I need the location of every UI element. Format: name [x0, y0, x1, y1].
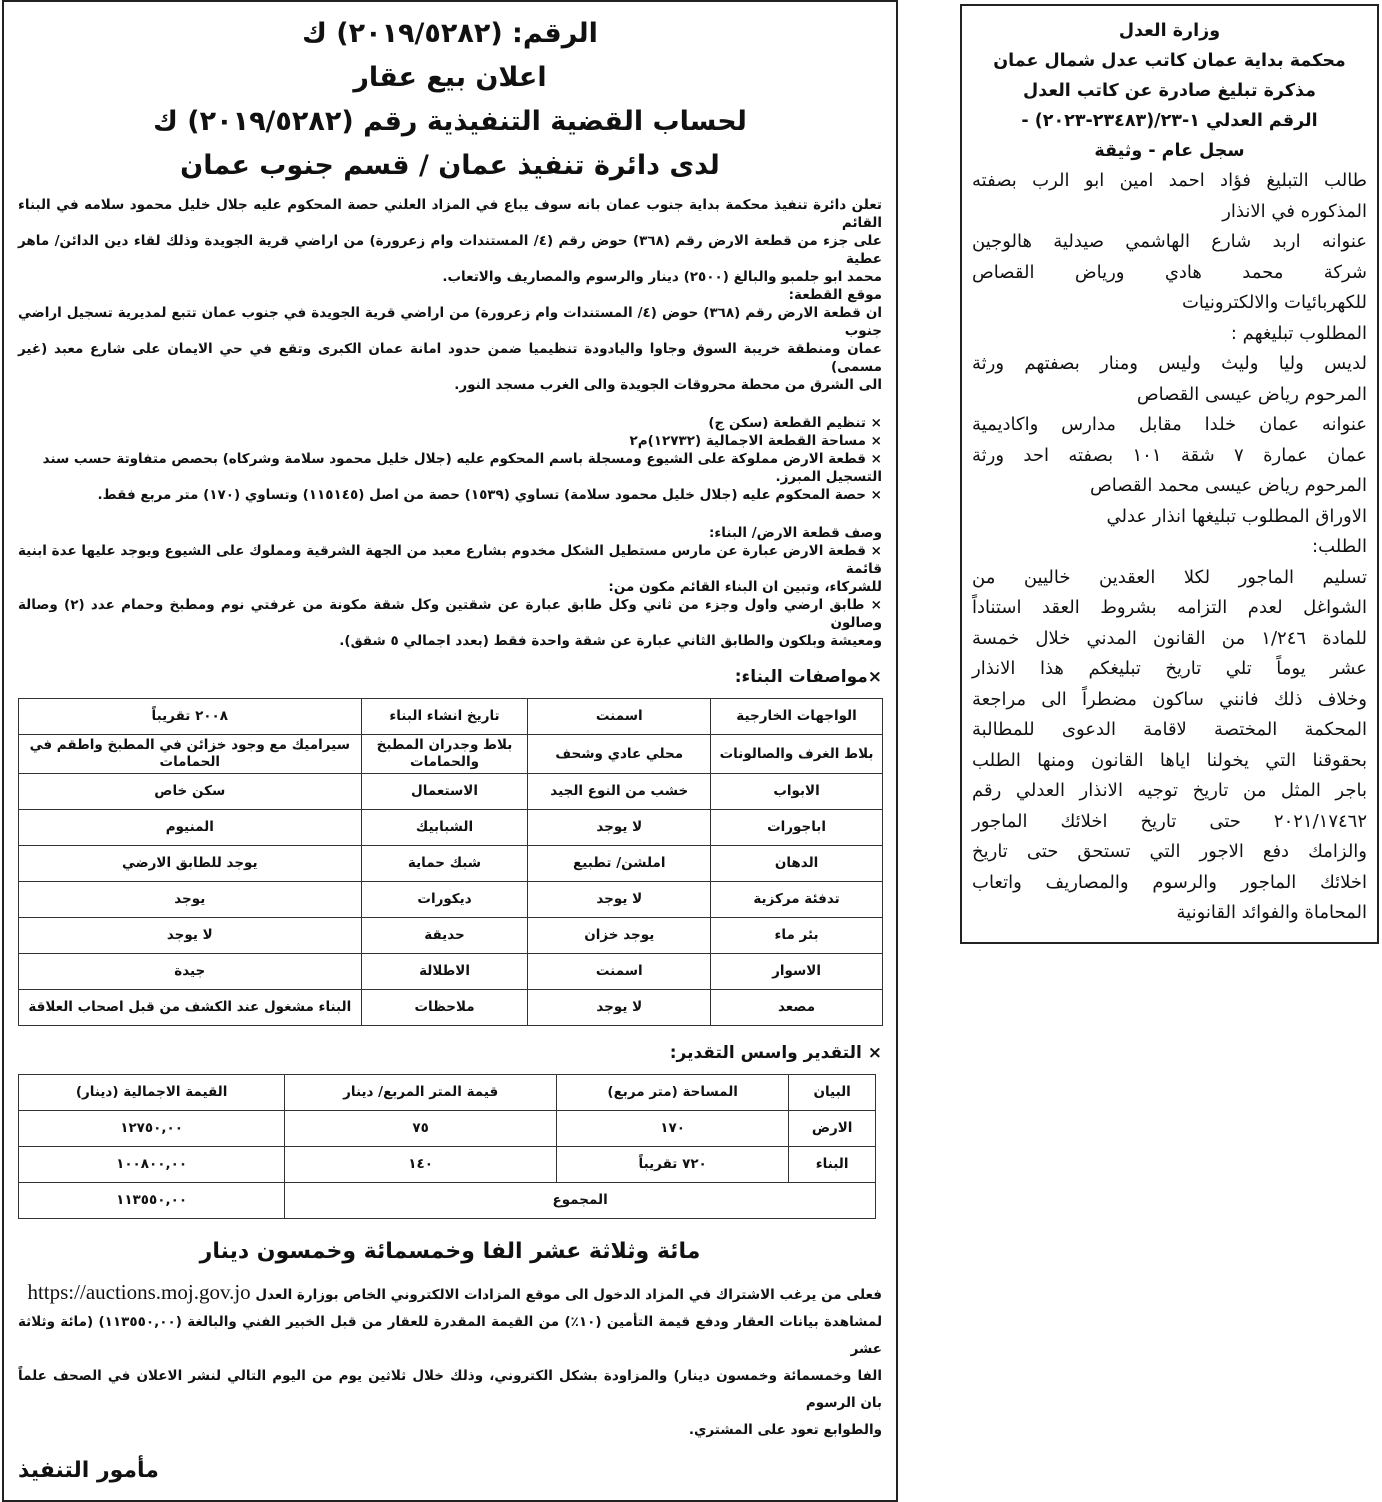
- table-cell: اسمنت: [528, 699, 711, 735]
- valuation-table: [18, 1074, 876, 1219]
- table-row: [19, 882, 883, 918]
- valuation-heading: × التقدير واسس التقدير:: [669, 1043, 882, 1063]
- text-line: للشركاء، وتبين ان البناء القائم مكون من:: [608, 579, 882, 595]
- table-cell: يوجد للطابق الارضي: [19, 846, 362, 882]
- notification-line: المحاماة والفوائد القانونية: [1176, 902, 1367, 923]
- notification-line: ٢٠٢١/١٧٤٦٢ حتى تاريخ اخلائك الماجور: [972, 810, 1367, 832]
- table-row: [19, 918, 883, 954]
- table-cell: حديقة: [361, 918, 528, 954]
- notification-line: الشواغل لعدم التزامه بشروط العقد استناداً: [972, 597, 1367, 618]
- table-cell: ٧٥: [285, 1111, 557, 1147]
- table-cell: لا يوجد: [528, 990, 711, 1026]
- text-line: عمان ومنطقة خريبة السوق وجاوا واليادودة تنظيميا ضمن حدود امانة عمان الكبرى وتقع في حي الايمان على شارع معبد (غير مسمى): [18, 341, 882, 375]
- table-cell: ١٠٠٨٠٠,٠٠: [19, 1147, 285, 1183]
- table-cell: جيدة: [19, 954, 362, 990]
- table-cell: البناء: [789, 1147, 876, 1183]
- table-cell: لا يوجد: [19, 918, 362, 954]
- notification-line: للكهربائيات والالكترونيات: [1181, 292, 1367, 313]
- text-line: × تنظيم القطعة (سكن ج): [708, 415, 882, 431]
- text-line: × حصة المحكوم عليه (جلال خليل محمود سلامة) تساوي (١٥٣٩) حصة من اصل (١١٥١٤٥) وتساوي (١٧٠) متر مربع فقط.: [97, 487, 882, 503]
- table-cell: تدفئة مركزية: [711, 882, 883, 918]
- total-in-words: مائة وثلاثة عشر الفا وخمسمائة وخمسون دينار: [199, 1239, 701, 1264]
- closing-line: الفا وخمسمائة وخمسون دينار) والمزاودة بشكل الكتروني، وذلك خلال ثلاثين يوم من اليوم التالي لنشر الاعلان في الصحف علماً بان الرسوم: [18, 1368, 882, 1411]
- notification-line: تسليم الماجور لكلا العقدين خاليين من: [972, 566, 1367, 588]
- text-line: ومعيشة وبلكون والطابق الثاني عبارة عن شقة واحدة فقط (بعدد اجمالي ٥ شقق).: [339, 633, 882, 649]
- text-line: موقع القطعة:: [788, 287, 882, 303]
- table-cell: لا يوجد: [528, 882, 711, 918]
- text-line: على جزء من قطعة الارض رقم (٣٦٨) حوض رقم (٤/ المستندات وام زعرورة) من اراضي قرية الجويدة وذلك لقاء دين الدائن/ ماهر عطية: [18, 233, 882, 267]
- table-row: [19, 846, 883, 882]
- plot-description: [18, 524, 882, 650]
- notification-line: الطلب:: [1312, 536, 1367, 557]
- table-cell: سكن خاص: [19, 774, 362, 810]
- table-cell: الدهان: [711, 846, 883, 882]
- notification-headings: [972, 16, 1367, 166]
- notification-heading: الرقم العدلي ١-٢٣/(٢٣٤٨٣-٢٠٢٣) -: [1021, 111, 1318, 131]
- building-specs-table: [18, 698, 883, 1026]
- table-cell: املشن/ تطبيع: [528, 846, 711, 882]
- table-cell: الواجهات الخارجية: [711, 699, 883, 735]
- table-cell: ديكورات: [361, 882, 528, 918]
- table-cell: الاستعمال: [361, 774, 528, 810]
- notification-line: اخلائك الماجور والرسوم والمصاريف واتعاب: [972, 871, 1367, 893]
- notification-line: طالب التبليغ فؤاد احمد امين ابو الرب بصفته: [972, 170, 1367, 191]
- closing-paragraph: [18, 1279, 882, 1444]
- closing-line: لمشاهدة بيانات العقار ودفع قيمة التأمين (١٠٪) من القيمة المقدرة للعقار من قبل الخبير الفني والبالغة (١١٣٥٥٠,٠٠) (مائة وثلاثة عشر: [18, 1314, 883, 1357]
- notification-line: المرحوم رياض عيسى محمد القصاص: [1089, 475, 1367, 496]
- table-cell: مصعد: [711, 990, 883, 1026]
- notification-line: بحقوقنا التي يخولنا اياها القانون ومنها الطلب: [972, 749, 1367, 771]
- table-row: [19, 954, 883, 990]
- table-cell: اباجورات: [711, 810, 883, 846]
- text-line: تعلن دائرة تنفيذ محكمة بداية جنوب عمان بانه سوف يباع في المزاد العلني حصة المحكوم عليه جلال خليل محمود سلامه في البناء القائم: [18, 197, 882, 231]
- total-row: [19, 1183, 876, 1219]
- text-line: × مساحة القطعة الاجمالية (١٢٧٣٢)م٢: [629, 433, 882, 449]
- text-line: ان قطعة الارض رقم (٣٦٨) حوض (٤/ المستندات وام زعرورة) من اراضي قرية الجويدة في جنوب عمان تتبع لمديرية تسجيل اراضي جنوب: [18, 305, 882, 339]
- table-row: [19, 699, 883, 735]
- auction-notice: [2, 0, 898, 1502]
- table-row: [19, 810, 883, 846]
- notification-line: للمادة ١/٢٤٦ من القانون المدني خلال خمسة: [972, 627, 1367, 649]
- notice-title: اعلان بيع عقار: [353, 62, 547, 93]
- column-header: القيمة الاجمالية (دينار): [19, 1075, 285, 1111]
- table-cell: ١٢٧٥٠,٠٠: [19, 1111, 285, 1147]
- table-cell: محلي عادي وشحف: [528, 735, 711, 774]
- notification-line: عنوانه اربد شارع الهاشمي صيدلية هالوجين: [972, 231, 1367, 252]
- table-row: [19, 990, 883, 1026]
- notification-heading: مذكرة تبليغ صادرة عن كاتب العدل: [1023, 81, 1316, 101]
- table-row: [19, 735, 883, 774]
- table-cell: ملاحظات: [361, 990, 528, 1026]
- text-line: محمد ابو جلمبو والبالغ (٢٥٠٠) دينار والرسوم والمصاريف والاتعاب.: [442, 269, 882, 285]
- table-cell: لا يوجد: [528, 810, 711, 846]
- text-line: × قطعة الارض عبارة عن مارس مستطيل الشكل مخدوم بشارع معبد من الجهة الشرقية ومملوك على الشيوع ويوجد عليها عدة ابنية قائمة: [18, 543, 882, 577]
- table-cell: تاريخ انشاء البناء: [361, 699, 528, 735]
- notification-line: المرحوم رياض عيسى القصاص: [1136, 383, 1367, 405]
- table-cell: البناء مشغول عند الكشف من قبل اصحاب العلاقة: [19, 990, 362, 1026]
- notification-body: [972, 166, 1367, 929]
- closing-line: فعلى من يرغب الاشتراك في المزاد الدخول الى موقع المزادات الالكتروني الخاص بوزارة العدل: [255, 1287, 882, 1303]
- table-cell: ٢٠٠٨ تقريباً: [19, 699, 362, 735]
- table-row: [19, 1111, 876, 1147]
- table-cell: يوجد خزان: [528, 918, 711, 954]
- table-cell: خشب من النوع الجيد: [528, 774, 711, 810]
- table-cell: الارض: [789, 1111, 876, 1147]
- table-row: [19, 1147, 876, 1183]
- department-title: لدى دائرة تنفيذ عمان / قسم جنوب عمان: [180, 150, 720, 181]
- case-number-title: الرقم: (٢٠١٩/٥٢٨٢) ك: [302, 18, 598, 49]
- closing-line: والطوابع تعود على المشتري.: [688, 1422, 882, 1438]
- text-line: الى الشرق من محطة محروقات الجويدة والى الغرب مسجد النور.: [454, 377, 882, 393]
- specs-heading: ×مواصفات البناء:: [734, 667, 882, 687]
- table-cell: يوجد: [19, 882, 362, 918]
- notification-line: عمان عمارة ٧ شقة ١٠١ بصفته احد ورثة: [972, 444, 1368, 466]
- table-cell: الاسوار: [711, 954, 883, 990]
- case-subtitle: لحساب القضية التنفيذية رقم (٢٠١٩/٥٢٨٢) ك: [153, 106, 747, 137]
- table-cell: المنيوم: [19, 810, 362, 846]
- total-value: ١١٣٥٥٠,٠٠: [19, 1183, 285, 1219]
- table-cell: ٧٢٠ تقريباً: [557, 1147, 789, 1183]
- notification-heading: محكمة بداية عمان كاتب عدل شمال عمان: [993, 51, 1346, 71]
- signature: مأمور التنفيذ: [18, 1458, 159, 1483]
- table-cell: الشبابيك: [361, 810, 528, 846]
- notification-line: لديس وليا وليث وليس ومنار بصفتهم ورثة: [972, 353, 1367, 374]
- auction-url-link[interactable]: https://auctions.moj.gov.jo: [27, 1280, 251, 1304]
- table-cell: سيراميك مع وجود خزائن في المطبخ واطقم في الحمامات: [19, 735, 362, 774]
- notification-line: باجر المثل من تاريخ توجيه الانذار العدلي رقم: [972, 780, 1367, 801]
- table-cell: شبك حماية: [361, 846, 528, 882]
- table-header-row: [19, 1075, 876, 1111]
- notification-line: والزامك دفع الاجور التي تستحق حتى تاريخ: [972, 841, 1367, 862]
- notification-line: المحكمة المختصة لاقامة الدعوى للمطالبة: [972, 719, 1367, 740]
- notification-heading: سجل عام - وثيقة: [1094, 141, 1245, 161]
- table-cell: بئر ماء: [711, 918, 883, 954]
- notification-heading: وزارة العدل: [1118, 21, 1221, 41]
- notification-line: المذكوره في الانذار: [1222, 200, 1367, 222]
- notification-line: وخلاف ذلك فانني ساكون مضطراً الى مراجعة: [972, 688, 1367, 710]
- table-cell: بلاط وجدران المطبخ والحمامات: [361, 735, 528, 774]
- table-cell: الاطلالة: [361, 954, 528, 990]
- column-header: المساحة (متر مربع): [557, 1075, 789, 1111]
- text-line: × طابق ارضي واول وجزء من ثاني وكل طابق عبارة عن شقتين وكل شقة مكونة من غرفتي نوم ومطبخ وحمام عدد (٢) وصالة وصالون: [18, 597, 882, 631]
- table-cell: الابواب: [711, 774, 883, 810]
- column-header: البيان: [789, 1075, 876, 1111]
- table-cell: ١٧٠: [557, 1111, 789, 1147]
- text-line: وصف قطعة الارض/ البناء:: [708, 525, 882, 541]
- table-cell: بلاط الغرف والصالونات: [711, 735, 883, 774]
- column-header: قيمة المتر المربع/ دينار: [285, 1075, 557, 1111]
- notification-line: الاوراق المطلوب تبليغها انذار عدلي: [1106, 505, 1367, 527]
- notification-line: عشر يوماً تلي تاريخ تبليغكم هذا الانذار: [972, 658, 1367, 679]
- text-line: × قطعة الارض مملوكة على الشيوع ومسجلة باسم المحكوم عليه (جلال خليل محمود سلامة وشركاه) بحصص متفاوتة حسب سند: [42, 451, 882, 467]
- intro-paragraph: [18, 196, 882, 394]
- notification-line: عنوانه عمان خلدا مقابل مدارس واكاديمية: [972, 414, 1367, 435]
- text-line: التسجيل المبرز.: [775, 469, 882, 485]
- table-cell: ١٤٠: [285, 1147, 557, 1183]
- table-cell: اسمنت: [528, 954, 711, 990]
- table-row: [19, 774, 883, 810]
- plot-details: [18, 414, 882, 504]
- notification-notice: [960, 4, 1379, 944]
- notification-line: شركة محمد هادي ورياض القصاص: [972, 261, 1367, 283]
- total-label: المجموع: [285, 1183, 876, 1219]
- notification-line: المطلوب تبليغهم :: [1230, 322, 1367, 344]
